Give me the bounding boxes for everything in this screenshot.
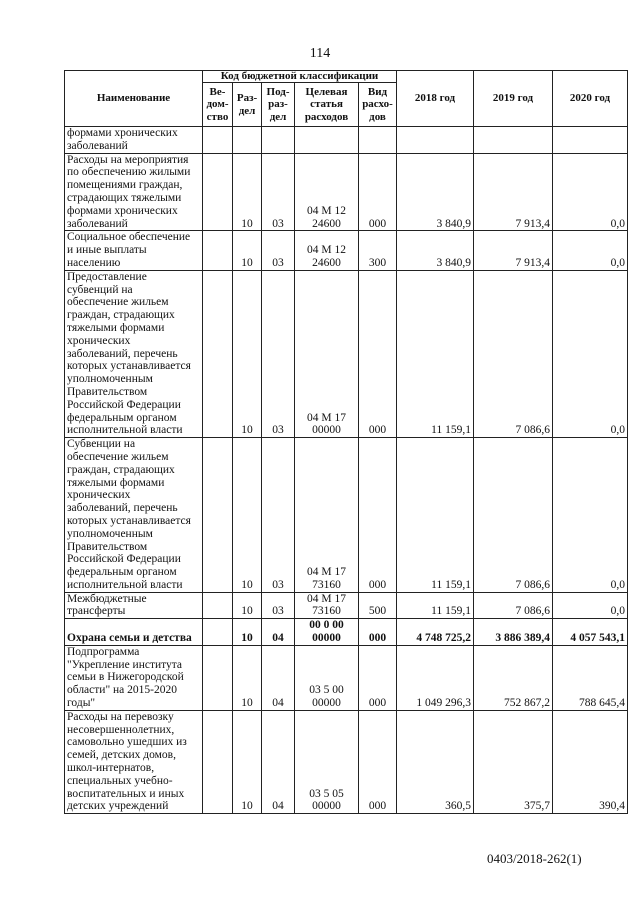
row-ved (203, 153, 233, 231)
row-podrazdel: 03 (262, 270, 295, 437)
row-amount-2018: 3 840,9 (397, 231, 474, 270)
page-number: 114 (309, 46, 331, 61)
row-razdel (233, 127, 262, 154)
table-body (65, 127, 628, 814)
table-row (65, 645, 628, 710)
budget-table (64, 70, 628, 814)
header-ved: Ве- дом- ство (203, 83, 233, 127)
row-podrazdel: 04 (262, 619, 295, 646)
row-amount-2019: 375,7 (474, 710, 553, 813)
table-row (65, 153, 628, 231)
table-row (65, 127, 628, 154)
row-amount-2018: 11 159,1 (397, 592, 474, 619)
row-ved (203, 710, 233, 813)
row-target-article: 04 М 12 24600 (295, 153, 359, 231)
table-row (65, 592, 628, 619)
row-ved (203, 645, 233, 710)
header-expense-type: Вид расхо- дов (359, 83, 397, 127)
header-2019: 2019 год (474, 71, 553, 127)
row-amount-2020: 0,0 (553, 438, 628, 593)
header-razdel: Раз- дел (233, 83, 262, 127)
table-row (65, 438, 628, 593)
row-amount-2019: 3 886 389,4 (474, 619, 553, 646)
row-razdel: 10 (233, 592, 262, 619)
row-amount-2018: 4 748 725,2 (397, 619, 474, 646)
table-row (65, 710, 628, 813)
row-podrazdel: 03 (262, 231, 295, 270)
row-amount-2019: 7 913,4 (474, 153, 553, 231)
row-ved (203, 231, 233, 270)
row-expense-type: 500 (359, 592, 397, 619)
row-razdel: 10 (233, 645, 262, 710)
header-podrazdel: Под- раз- дел (262, 83, 295, 127)
row-amount-2019: 7 913,4 (474, 231, 553, 270)
row-target-article (295, 127, 359, 154)
row-name: Субвенции на обеспечение жильем граждан, страдающих тяжелыми формами хронических заболеваний, перечень которых устанавливается уполномоченным Правительством Российской Федерации федеральным органом исполнительной власти (65, 438, 203, 593)
row-amount-2020: 788 645,4 (553, 645, 628, 710)
row-amount-2018: 1 049 296,3 (397, 645, 474, 710)
row-expense-type: 000 (359, 438, 397, 593)
row-amount-2020: 0,0 (553, 270, 628, 437)
row-name: Подпрограмма "Укрепление института семьи в Нижегородской области" на 2015-2020 годы" (65, 645, 203, 710)
row-expense-type: 000 (359, 270, 397, 437)
row-expense-type: 000 (359, 645, 397, 710)
row-amount-2020: 0,0 (553, 592, 628, 619)
header-2020: 2020 год (553, 71, 628, 127)
row-expense-type (359, 127, 397, 154)
row-target-article: 04 М 17 73160 (295, 592, 359, 619)
header-budget-code: Код бюджетной классификации (203, 71, 397, 83)
row-razdel: 10 (233, 619, 262, 646)
row-razdel: 10 (233, 153, 262, 231)
row-target-article: 04 М 17 00000 (295, 270, 359, 437)
row-amount-2019: 7 086,6 (474, 270, 553, 437)
row-expense-type: 000 (359, 710, 397, 813)
row-target-article: 03 5 00 00000 (295, 645, 359, 710)
row-ved (203, 127, 233, 154)
row-podrazdel (262, 127, 295, 154)
row-razdel: 10 (233, 231, 262, 270)
row-target-article: 00 0 00 00000 (295, 619, 359, 646)
row-amount-2018: 11 159,1 (397, 270, 474, 437)
row-razdel: 10 (233, 438, 262, 593)
table-row (65, 619, 628, 646)
row-amount-2018: 360,5 (397, 710, 474, 813)
header-name: Наименование (65, 71, 203, 127)
row-name: Охрана семьи и детства (65, 619, 203, 646)
table-header (65, 71, 628, 127)
row-name: Социальное обеспечение и иные выплаты населению (65, 231, 203, 270)
row-target-article: 03 5 05 00000 (295, 710, 359, 813)
row-podrazdel: 03 (262, 592, 295, 619)
row-name: Расходы на перевозку несовершеннолетних, самовольно ушедших из семей, детских домов, школ-интернатов, специальных учебно- воспитательных и иных детских учреждений (65, 710, 203, 813)
row-amount-2020: 0,0 (553, 153, 628, 231)
row-amount-2018 (397, 127, 474, 154)
row-amount-2020: 4 057 543,1 (553, 619, 628, 646)
row-amount-2019: 7 086,6 (474, 592, 553, 619)
row-ved (203, 619, 233, 646)
row-name: формами хронических заболеваний (65, 127, 203, 154)
row-ved (203, 592, 233, 619)
row-amount-2020: 390,4 (553, 710, 628, 813)
row-amount-2020 (553, 127, 628, 154)
row-expense-type: 300 (359, 231, 397, 270)
row-amount-2019: 7 086,6 (474, 438, 553, 593)
header-target-article: Целевая статья расходов (295, 83, 359, 127)
row-amount-2019 (474, 127, 553, 154)
header-2018: 2018 год (397, 71, 474, 127)
row-amount-2020: 0,0 (553, 231, 628, 270)
row-amount-2018: 11 159,1 (397, 438, 474, 593)
row-name: Межбюджетные трансферты (65, 592, 203, 619)
table-row (65, 270, 628, 437)
row-razdel: 10 (233, 270, 262, 437)
row-ved (203, 438, 233, 593)
row-ved (203, 270, 233, 437)
document-code: 0403/2018-262(1) (487, 851, 582, 866)
row-target-article: 04 М 17 73160 (295, 438, 359, 593)
row-podrazdel: 03 (262, 438, 295, 593)
row-expense-type: 000 (359, 619, 397, 646)
table-row (65, 231, 628, 270)
row-amount-2018: 3 840,9 (397, 153, 474, 231)
row-razdel: 10 (233, 710, 262, 813)
row-podrazdel: 04 (262, 645, 295, 710)
row-amount-2019: 752 867,2 (474, 645, 553, 710)
row-name: Расходы на мероприятия по обеспечению жилыми помещениями граждан, страдающих тяжелыми формами хронических заболеваний (65, 153, 203, 231)
row-target-article: 04 М 12 24600 (295, 231, 359, 270)
row-expense-type: 000 (359, 153, 397, 231)
row-podrazdel: 03 (262, 153, 295, 231)
row-podrazdel: 04 (262, 710, 295, 813)
row-name: Предоставление субвенций на обеспечение жильем граждан, страдающих тяжелыми формами хронических заболеваний, перечень которых устанавливается уполномоченным Правительством Российской Федерации федеральным органом исполнительной власти (65, 270, 203, 437)
